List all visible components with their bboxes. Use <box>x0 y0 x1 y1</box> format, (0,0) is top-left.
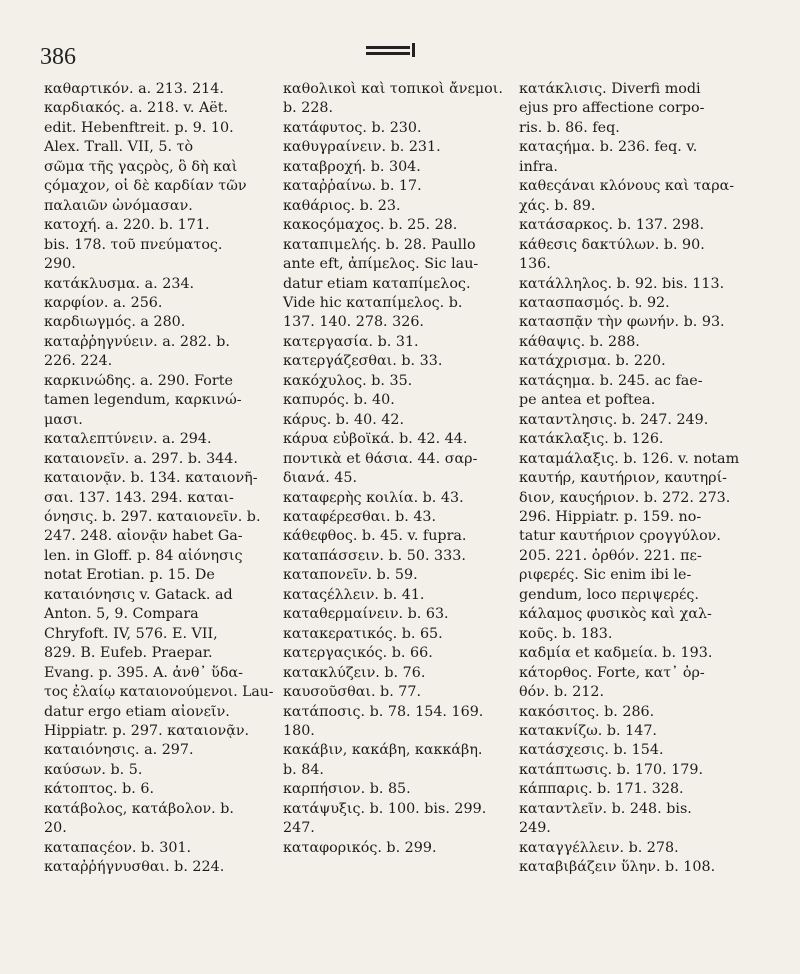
index-entry-line: κατάπτωσις. b. 170. 179. <box>519 761 704 778</box>
index-entry-line: 249. <box>519 820 551 837</box>
index-entry-line: Alex. Trall. VII, 5. τὸ <box>44 139 194 156</box>
index-entry-line: κακάβιν, κακάβη, κακκάβη. <box>283 742 483 759</box>
index-entry-line: b. 228. <box>283 100 334 117</box>
index-entry-line: καταῤῥήγνυσθαι. b. 224. <box>44 859 225 876</box>
index-entry-line: καπυρός. b. 40. <box>283 392 395 409</box>
index-entry-line: καρπήσιον. b. 85. <box>283 781 411 798</box>
index-entry-line: κατασπᾷν τὴν φωνήν. b. 93. <box>519 314 725 331</box>
index-entry-line: καταιονεῖν. a. 297. b. 344. <box>44 450 238 467</box>
index-entry-line: καθολικοὶ καὶ τοπικοὶ ἄνεμοι. <box>283 81 503 97</box>
index-entry-line: ποντικὰ et θάσια. 44. σαρ- <box>283 450 478 467</box>
index-entry-line: καρδιωγμός. a 280. <box>44 314 186 331</box>
index-entry-line: κατάσαρκος. b. 137. 298. <box>519 217 705 234</box>
index-entry-line: 290. <box>44 256 76 273</box>
index-entry-line: κατάςημα. b. 245. ac fae- <box>519 372 703 389</box>
index-entry-line: edit. Hebenftreit. p. 9. 10. <box>44 119 234 136</box>
index-entry-line: καταῤῥηγνύειν. a. 282. b. <box>44 333 230 350</box>
index-entry-line: ante eft, ἀπίμελος. Sic lau- <box>283 256 479 273</box>
index-entry-line: κακόσιτος. b. 286. <box>519 703 655 720</box>
index-entry-line: κατάψυξις. b. 100. bis. 299. <box>283 800 487 817</box>
index-entry-line: κάππαρις. b. 171. 328. <box>519 781 684 798</box>
index-entry-line: Vide hic καταπίμελος. b. <box>283 294 463 311</box>
index-entry-line: ris. b. 86. feq. <box>519 119 620 136</box>
index-entry-line: καυτήρ, καυτήριον, καυτηρί- <box>519 470 728 487</box>
index-entry-line: καταςέλλειν. b. 41. <box>283 586 425 603</box>
index-entry-line: κάτοπτος. b. 6. <box>44 781 154 798</box>
index-entry-line: καταλεπτύνειν. a. 294. <box>44 431 212 448</box>
index-entry-line: καταιονᾷν. b. 134. καταιονῆ- <box>44 470 258 487</box>
index-entry-line: κατάφυτος. b. 230. <box>283 119 422 136</box>
index-entry-line: καταθερμαίνειν. b. 63. <box>283 606 449 623</box>
index-entry-line: pe antea et poftea. <box>519 392 656 409</box>
index-entry-line: καταβροχή. b. 304. <box>283 158 421 175</box>
index-entry-line: κακόχυλος. b. 35. <box>283 372 413 389</box>
index-entry-line: καταπιμελής. b. 28. Paullo <box>283 236 476 253</box>
ornament-rule-top <box>366 46 410 49</box>
index-entry-line: 180. <box>283 722 315 739</box>
index-entry-line: datur etiam καταπίμελος. <box>283 275 471 292</box>
index-entry-line: 205. 221. ὀρθόν. 221. πε- <box>519 547 702 564</box>
index-entry-line: Evang. p. 395. A. ἀνθ᾽ ὕδα- <box>44 664 243 681</box>
index-entry-line: καταμάλαξις. b. 126. v. notam <box>519 450 740 467</box>
index-column-right <box>519 80 789 878</box>
index-entry-line: κάρυα εὐβοϊκά. b. 42. 44. <box>283 431 468 448</box>
index-entry-line: καταφερὴς κοιλία. b. 43. <box>283 489 464 506</box>
index-entry-line: κατασπασμός. b. 92. <box>519 294 670 311</box>
ornament-rule-bottom <box>366 52 410 55</box>
index-entry-line: Anton. 5, 9. Compara <box>44 606 199 623</box>
index-entry-line: κατάβολος, κατάβολον. b. <box>44 800 234 817</box>
index-entry-line: datur ergo etiam αἰονεῖν. <box>44 703 230 720</box>
index-entry-line: καθυγραίνειν. b. 231. <box>283 139 441 156</box>
index-entry-line: καθάριος. b. 23. <box>283 197 401 214</box>
index-entry-line: notat Erotian. p. 15. De <box>44 567 215 584</box>
index-entry-line: κατάλληλος. b. 92. bis. 113. <box>519 275 725 292</box>
index-entry-line: καταπονεῖν. b. 59. <box>283 567 418 584</box>
index-entry-line: καταιόνησις. a. 297. <box>44 742 194 759</box>
index-entry-line: κάλαμος φυσικὸς καὶ χαλ- <box>519 606 712 623</box>
index-entry-line: καθεςάναι κλόνους καὶ ταρα- <box>519 178 735 195</box>
index-entry-line: καταςήμα. b. 236. feq. v. <box>519 139 698 156</box>
index-entry-line: καύσων. b. 5. <box>44 761 143 778</box>
index-entry-line: bis. 178. τοῦ πνεύματος. <box>44 236 223 253</box>
index-entry-line: καδμία et καδμεία. b. 193. <box>519 645 713 662</box>
index-entry-line: καταφορικός. b. 299. <box>283 839 437 856</box>
index-entry-line: χάς. b. 89. <box>519 197 596 214</box>
index-entry-line: θόν. b. 212. <box>519 684 605 701</box>
index-entry-line: 296. Hippiatr. p. 159. no- <box>519 508 702 525</box>
index-entry-line: καταπαςέον. b. 301. <box>44 839 192 856</box>
index-entry-line: σαι. 137. 143. 294. καται- <box>44 489 234 506</box>
index-entry-line: καταφέρεσθαι. b. 43. <box>283 508 437 525</box>
index-entry-line: κοῦς. b. 183. <box>519 625 613 642</box>
index-entry-line: κατακλύζειν. b. 76. <box>283 664 426 681</box>
index-entry-line: Hippiatr. p. 297. καταιονᾷν. <box>44 722 250 739</box>
index-entry-line: κατάκλαξις. b. 126. <box>519 431 664 448</box>
index-entry-line: κάθαψις. b. 288. <box>519 333 640 350</box>
index-entry-line: καταγγέλλειν. b. 278. <box>519 839 679 856</box>
index-entry-line: κατακνίζω. b. 147. <box>519 722 657 739</box>
index-entry-line: σῶμα τῆς γαςρὸς, ὃ δὴ καὶ <box>44 158 238 175</box>
index-entry-line: παλαιῶν ὠνόμασαν. <box>44 197 193 214</box>
index-entry-line: κατοχή. a. 220. b. 171. <box>44 217 210 234</box>
index-entry-line: 137. 140. 278. 326. <box>283 314 424 331</box>
index-entry-line: κακοςόμαχος. b. 25. 28. <box>283 217 458 234</box>
index-entry-line: 829. B. Eufeb. Praepar. <box>44 645 213 662</box>
index-entry-line: κάρυς. b. 40. 42. <box>283 411 405 428</box>
index-entry-line: infra. <box>519 158 558 175</box>
index-entry-line: tamen legendum, καρκινώ- <box>44 392 242 409</box>
index-entry-line: Chryfoft. IV, 576. E. VII, <box>44 625 218 642</box>
index-entry-line: 226. 224. <box>44 353 113 370</box>
index-column-middle <box>283 80 513 858</box>
index-entry-line: κατάχρισμα. b. 220. <box>519 353 666 370</box>
index-entry-line: διανά. 45. <box>283 470 358 487</box>
index-entry-line: καρκινώδης. a. 290. Forte <box>44 372 233 389</box>
index-entry-line: καταντλεῖν. b. 248. bis. <box>519 800 692 817</box>
index-entry-line: καρφίον. a. 256. <box>44 294 163 311</box>
index-entry-line: ejus pro affectione corpo- <box>519 100 705 117</box>
index-entry-line: κάθεσις δακτύλων. b. 90. <box>519 236 705 253</box>
index-column-left <box>44 80 276 878</box>
index-entry-line: όνησις. b. 297. καταιονεῖν. b. <box>44 508 261 525</box>
index-entry-line: καυσοῦσθαι. b. 77. <box>283 684 422 701</box>
index-entry-line: κατεργάζεσθαι. b. 33. <box>283 353 443 370</box>
index-entry-line: gendum, loco περιψερές. <box>519 586 699 603</box>
index-entry-line: κατεργαςικός. b. 66. <box>283 645 433 662</box>
index-entry-line: ριφερές. Sic enim ibi le- <box>519 567 692 584</box>
index-entry-line: 20. <box>44 820 67 837</box>
index-entry-line: ςόμαχον, οἱ δὲ καρδίαν τῶν <box>44 178 247 195</box>
index-entry-line: tatur καυτήριον ςρογγύλον. <box>519 528 721 545</box>
index-entry-line: καθαρτικόν. a. 213. 214. <box>44 81 224 97</box>
index-entry-line: καταντλησις. b. 247. 249. <box>519 411 709 428</box>
index-entry-line: τος ἐλαίῳ καταιονούμενοι. Lau- <box>44 684 274 701</box>
index-entry-line: καρδιακός. a. 218. v. Aët. <box>44 100 229 117</box>
index-entry-line: καταβιβάζειν ὕλην. b. 108. <box>519 859 716 876</box>
index-entry-line: len. in Gloff. p. 84 αἰόνησις <box>44 547 243 564</box>
index-entry-line: κατεργασία. b. 31. <box>283 333 419 350</box>
index-entry-line: κατάκλυσμα. a. 234. <box>44 275 195 292</box>
index-entry-line: κάτορθος. Forte, κατ᾽ ὀρ- <box>519 664 705 681</box>
index-entry-line: καταπάσσειν. b. 50. 333. <box>283 547 466 564</box>
index-entry-line: κατάποσις. b. 78. 154. 169. <box>283 703 484 720</box>
index-entry-line: καταῤῥαίνω. b. 17. <box>283 178 422 195</box>
index-entry-line: κάθεφθος. b. 45. v. fupra. <box>283 528 467 545</box>
page-number: 386 <box>40 44 76 70</box>
ornament-tick <box>412 43 415 57</box>
index-entry-line: καταιόνησις v. Gatack. ad <box>44 586 233 603</box>
index-entry-line: μασι. <box>44 411 83 428</box>
index-entry-line: 247. 248. αἰονᾷν habet Ga- <box>44 528 243 545</box>
index-entry-line: b. 84. <box>283 761 324 778</box>
index-entry-line: κατάκλισις. Diverfi modi <box>519 81 701 97</box>
index-entry-line: 247. <box>283 820 315 837</box>
index-entry-line: κατάσχεσις. b. 154. <box>519 742 664 759</box>
index-entry-line: 136. <box>519 256 551 273</box>
index-entry-line: κατακερατικός. b. 65. <box>283 625 443 642</box>
index-entry-line: διον, καυςήριον. b. 272. 273. <box>519 489 731 506</box>
